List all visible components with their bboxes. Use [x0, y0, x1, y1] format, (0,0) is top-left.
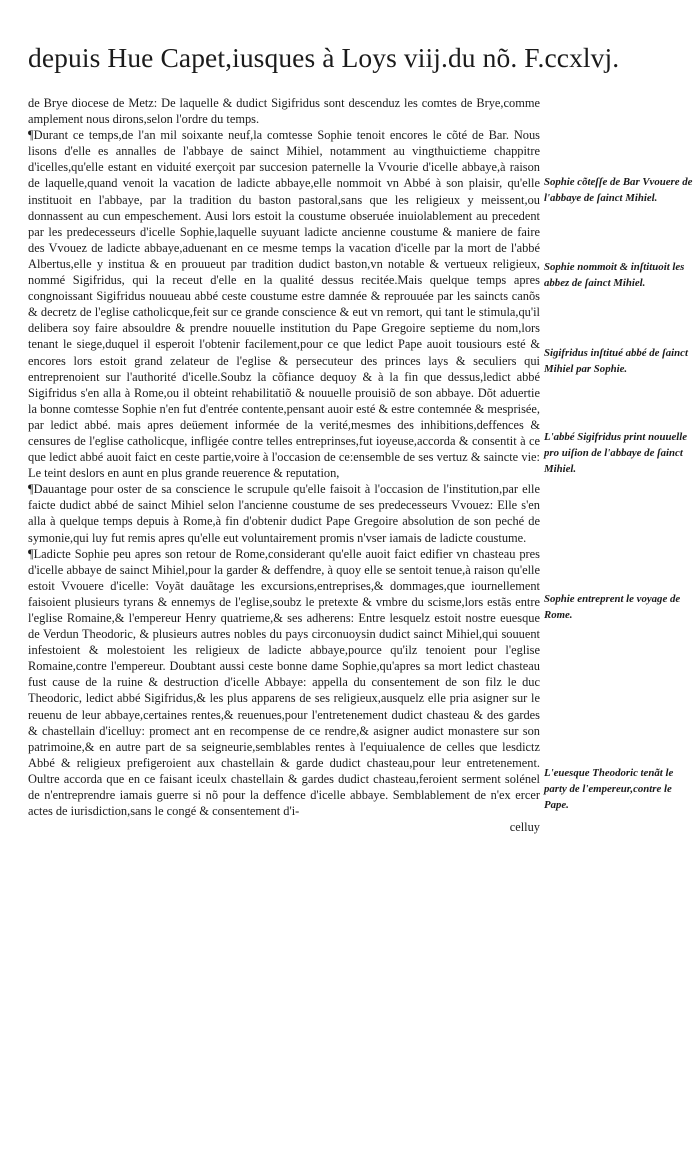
- paragraph-1: de Brye diocese de Metz: De laquelle & dudict Sigifridus sont descenduz les comtes de Brye,comme amplement nous dirons,selon l'ordre du temps.: [28, 96, 540, 127]
- paragraph-3: ¶Dauantage pour oster de sa conscience le scrupule qu'elle faisoit à l'occasion de l'institution,par elle faicte dudict abbé de sainct Mihiel selon l'ancienne coustume de ses predecesseurs Vvouez: Elle s'en alla à quelque temps depuis à Rome,à fin d'obtenir dudict Pape Gregoire absolution de son peché de symonie,qui luy fut remis apres qu'elle eut voluntairement promis n'vser iamais de ladicte coustume.: [28, 482, 540, 545]
- catchword: celluy: [509, 820, 540, 835]
- margin-note-1: Sophie cõteſſe de Bar Vvouere de l'abbaye de ſainct Mihiel.: [544, 176, 693, 204]
- margin-note-3: Sigifridus inſtitué abbé de ſainct Mihiel par Sophie.: [544, 347, 688, 375]
- margin-note-2: Sophie nommoit & inſtituoit les abbez de ſainct Mihiel.: [544, 261, 685, 289]
- margin-note-5: Sophie entreprent le voyage de Rome.: [544, 593, 681, 621]
- paragraph-4: ¶Ladicte Sophie peu apres son retour de Rome,considerant qu'elle auoit faict edifier vn chasteau pres d'icelle abbaye de sainct Mihiel,pour la garder & deffendre, à quoy elle se sentoit tenue,à raison qu'elle estoit Vvouere d'icelle: Voyãt dauãtage les excursions,entreprises,& dommages,que iournellement faisoient plusieurs tyrans & ennemys de l'eglise,soubz le pretexte & vmbre du scisme,lors estãs entre l'eglise Romaine,& l'empereur Henry quatrieme,& ses adherens: Entre lesquelz estoit nostre euesque de Verdun Theodoric, & plusieurs autres nobles du pays circonuoysin dudict sainct Mihiel,qui souuent infestoient & molestoient les religieux de ladicte abbaye,pource qu'ilz tenoient pour l'eglise Romaine,contre l'empereur. Doubtant aussi ceste bonne dame Sophie,qu'apres sa mort ledict chasteau fust cause de la ruine & destruction d'icelle Abbaye: appella du consentement de son filz le duc Theodoric, ledict abbé Sigifridus,& les plus apparens de ses religieux,ausquelz elle pria asigner sur le reuenu de leur abbaye,certaines rentes,& reuenues,pour l'entretenement dudict chasteau & des gardes & chastellain d'icelluy: promect ant en recompense de ce rendre,& asigner audict monastere sur son patrimoine,& en autre part de sa seigneurie,semblables rentes à l'equiualence de celles que lesdictz Abbé & religieux prefigeroient aux chastellain & garde dudict chasteau,pour leur entretenement. Oultre accorda que en ce faisant iceulx chastellain & gardes dudict chasteau,feroient serment solénel de n'entreprendre iamais guerre si nõ pour la deffence d'icelle abbaye. Semblablement de n'ex ercer actes de iurisdiction,sans le congé & consentement d'i-: [28, 546, 540, 819]
- paragraph-2: ¶Durant ce temps,de l'an mil soixante neuf,la comtesse Sophie tenoit encores le cõté de Bar. Nous lisons d'elle es annalles de l'abbaye de sainct Mihiel, notamment au vingthuictieme chappitre d'icelles,qu'elle estant en viduité exerçoit par succesion paternelle la Vvourie d'icelle abbaye,à raison de laquelle,quand venoit la vacation de ladicte abbaye,elle nommoit vn Abbé à son plaisir, qu'elle instituoit en l'abbaye, par la tradition du baston pastoral,sans que les religieux y meissent,ou donnassent au cun empeschement. Ausi lors estoit la coustume obseruée inuiolablement au precedent par les predecesseurs d'icelle Sophie,laquelle suyuant ladicte ancienne coustume & maniere de faire des Vvouez de ladicte abbaye,aduenant en ce mesme temps la vacation d'icelle par la mort de l'abbé Albertus,elle y institua & en prouueut par tradition dudict baston,vn notable & vertueux religieux, nommé Sigifridus, qui la receut d'elle en la qualité dessus recitée.Mais quelque temps apres congnoissant Sigifridus nouueau abbé ceste coustume estre damnée & reprouuée par les saincts canõs & decretz de l'eglise catholicque,feit sur ce grande conscience & eut vn remort, qui tant le stimula,qu'il delibera soy faire absouldre & prendre nouuelle institution du Pape Gregoire septieme du nom,lors tenant le siege,duquel il esperoit l'obtenir facilement,pour ce que ledict Pape auoit tousiours esté & encores lors estoit grand zelateur de l'eglise & persecuteur des princes lays & seculiers qui entreprenoient sur l'authorité d'icelle.Soubz la cõfiance dequoy & à la fin que dessus,ledict abbé Sigifridus s'en alla à Rome,ou il obteint rehabilitatiõ & nouuelle prouisiõ de son abbaye. Dõt aduertie la bonne comtesse Sophie n'en fut d'entrée contente,pensant auoir esté & estre contemnée & mesprisée, par ledict abbé. mais apres deüement informée de la verité,mesmes des inhibitions,deffences & censures de l'eglise catholicque, infligée contre telles entreprinses,fut ioyeuse,accorda & consentit à ce que ledict abbé auoit faict en ceste partie,voire à l'occasion de ce:ensemble de ses vertuz & saincte vie: Le teint deslors en aunt en plus grande reuerence & reputation,: [28, 128, 540, 481]
- margin-note-6: L'euesque Theodoric tenãt le party de l'empereur,contre le Pape.: [544, 767, 674, 811]
- margin-note-4: L'abbé Sigifridus print nouuelle pro uiſion de l'abbaye de ſainct Mihiel.: [544, 431, 688, 475]
- running-title: depuis Hue Capet,iusques à Loys viij.du nõ. F.ccxlvj.: [28, 42, 620, 73]
- main-text-column: [28, 95, 540, 835]
